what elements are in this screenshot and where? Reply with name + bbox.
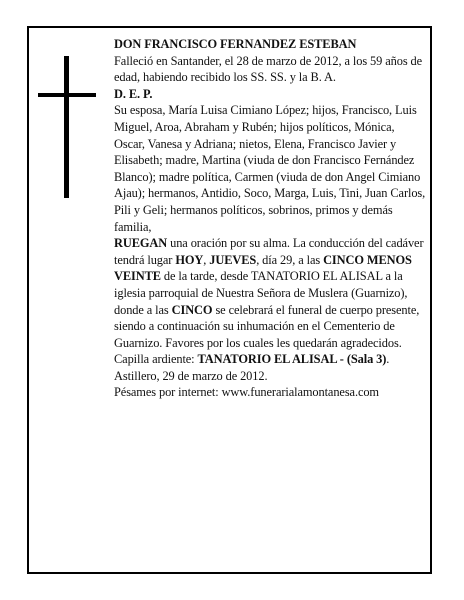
hoy-label: HOY	[175, 252, 204, 267]
family-list: Su esposa, María Luisa Cimiano López; hijos, Francisco, Luis Miguel, Aroa, Abraham y Rubén; hijos políticos, Mónica, Oscar, Vanesa y Adriana; nietos, Elena, Francisco Javier y Elisabeth; madre, Martina (viuda de don Francisco Fernández Blanco); madre política, Carmen (viuda de don Angel Cimiano Ajau); hermanos, Antidio, Soco, Marga, Luis, Tini, Juan Carlos, Pili y Geli; hermanos políticos, sobrinos, primos y demás familia,	[114, 103, 426, 234]
request-text-5: .	[386, 352, 390, 367]
request-comma: ,	[203, 252, 210, 267]
procession-time: CINCO MENOS VEINTE	[114, 252, 412, 284]
ruegan-label: RUEGAN	[114, 236, 168, 251]
cross-icon	[38, 56, 96, 198]
obituary-text	[114, 36, 426, 401]
request-text-4: se celebrará el funeral de cuerpo presente, siendo a continuación su inhumación en el Cementerio de Guarnizo. Favores por los cuales les quedarán agradecidos. Capilla ardiente:	[114, 302, 420, 367]
cross-horizontal-bar	[38, 93, 96, 97]
funeral-time: CINCO	[171, 302, 213, 317]
request-text-2: , día 29, a las	[256, 252, 324, 267]
online-condolences: Pésames por internet: www.funerarialamontanesa.com	[114, 385, 379, 400]
death-announcement: Falleció en Santander, el 28 de marzo de 2012, a los 59 años de edad, habiendo recibido los SS. SS. y la B. A.	[114, 53, 423, 85]
rest-in-peace: D. E. P.	[114, 86, 153, 101]
request-text-3: de la tarde, desde TANATORIO EL ALISAL a la iglesia parroquial de Nuestra Señora de Muslera (Guarnizo), donde a las	[114, 269, 408, 317]
place-date: Astillero, 29 de marzo de 2012.	[114, 368, 268, 383]
chapel-name: TANATORIO EL ALISAL - (Sala 3)	[197, 352, 387, 367]
cross-vertical-bar	[64, 56, 69, 198]
funeral-request	[114, 235, 426, 368]
request-text-1: una oración por su alma. La conducción del cadáver tendrá lugar	[114, 236, 424, 267]
jueves-label: JUEVES	[209, 252, 257, 267]
deceased-name: DON FRANCISCO FERNANDEZ ESTEBAN	[114, 37, 357, 51]
